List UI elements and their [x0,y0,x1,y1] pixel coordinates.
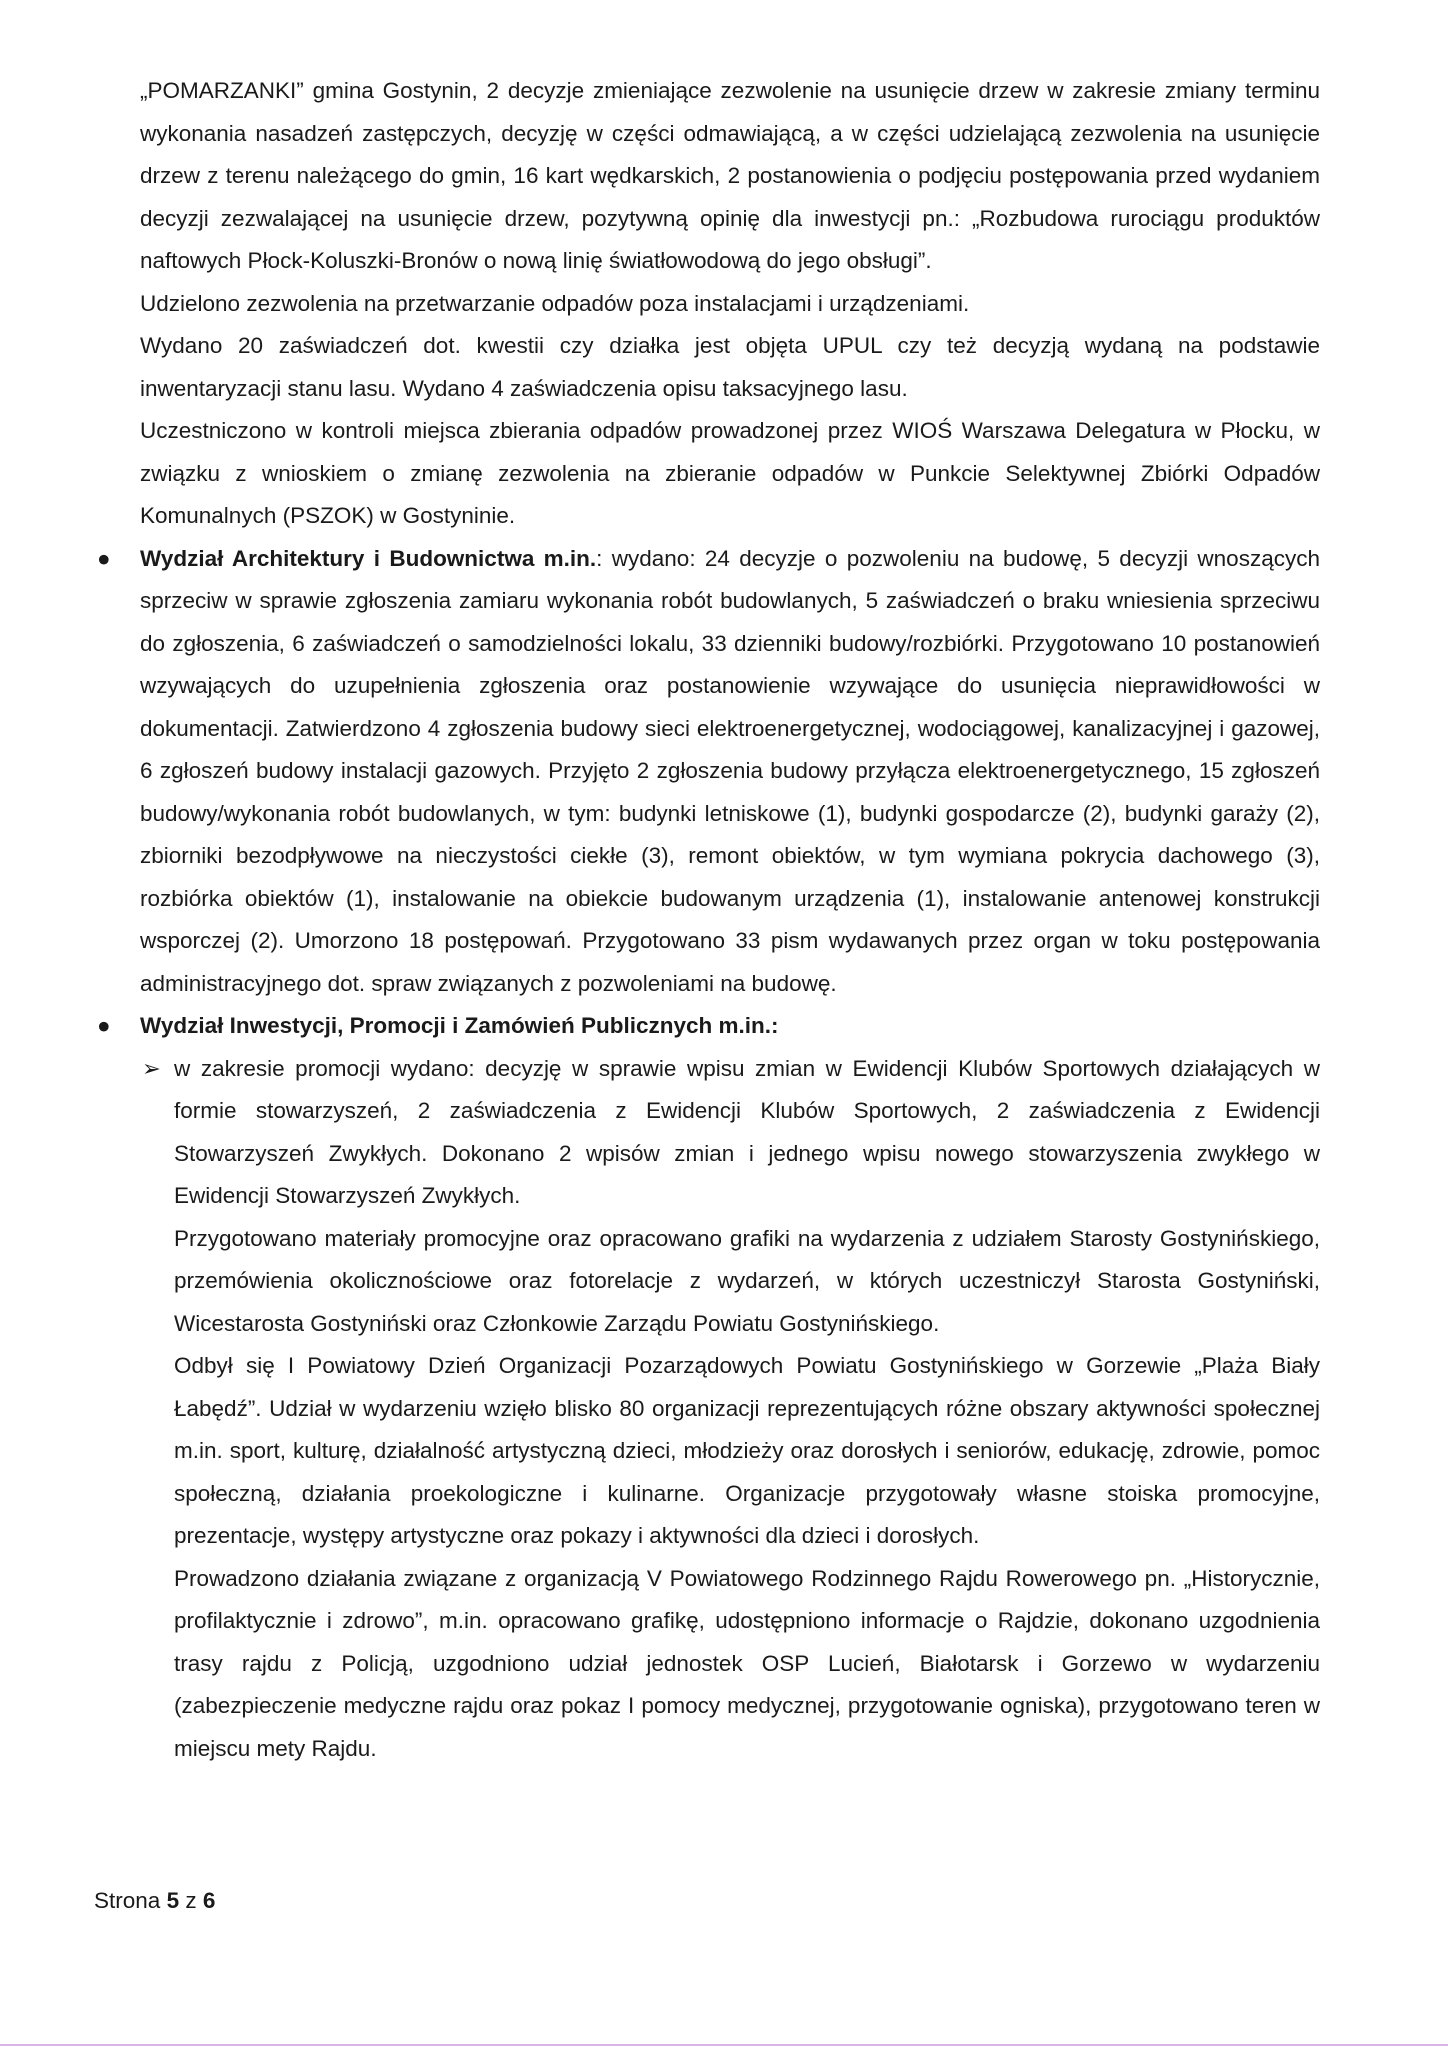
intro-paragraph: Uczestniczono w kontroli miejsca zbierania odpadów prowadzonej przez WIOŚ Warszawa Delegatura w Płocku, w związku z wnioskiem o zmianę zezwolenia na zbieranie odpadów w Punkcie Selektywnej Zbiórki Odpadów Komunalnych (PSZOK) w Gostyninie. [140,418,1320,528]
architecture-heading: Wydział Architektury i Budownictwa m.in. [140,545,597,571]
arrow-bullet-icon: ➢ [142,1055,161,1081]
bottom-edge-line [0,2044,1448,2046]
investment-section [97,1005,1320,1770]
investment-subsection [140,1048,1320,1771]
investment-heading: Wydział Inwestycji, Promocji i Zamówień Publicznych m.in.: [140,1013,779,1038]
page-footer [94,1886,215,1916]
bullet-icon: ● [97,545,111,571]
footer-page-number: 5 [166,1888,180,1913]
architecture-text: : wydano: 24 decyzje o pozwoleniu na budowę, 5 decyzji wnoszących sprzeciw w sprawie zgłoszenia zamiaru wykonania robót budowlanych, 5 zaświadczeń o braku wniesienia sprzeciwu do zgłoszenia, 6 zaświadczeń o samodzielności lokalu, 33 dzienniki budowy/rozbiórki. Przygotowano 10 postanowień wzywających do uzupełnienia zgłoszenia oraz postanowienie wzywające do usunięcia nieprawidłowości w dokumentacji. Zatwierdzono 4 zgłoszenia budowy sieci elektroenergetycznej, wodociągowej, kanalizacyjnej i gazowej, 6 zgłoszeń budowy instalacji gazowych. Przyjęto 2 zgłoszenia budowy przyłącza elektroenergetycznego, 15 zgłoszeń budowy/wykonania robót budowlanych, w tym: budynki letniskowe (1), budynki gospodarcze (2), budynki garaży (2), zbiorniki bezodpływowe na nieczystości ciekłe (3), remont obiektów, w tym wymiana pokrycia dachowego (3), rozbiórka obiektów (1), instalowanie na obiekcie budowanym urządzenia (1), instalowanie antenowej konstrukcji wsporczej (2). Umorzono 18 postępowań. Przygotowano 33 pism wydawanych przez organ w toku postępowania administracyjnego dot. spraw związanych z pozwoleniami na budowę. [140,545,1320,996]
intro-paragraph: „POMARZANKI” gmina Gostynin, 2 decyzje zmieniające zezwolenie na usunięcie drzew w zakresie zmiany terminu wykonania nasadzeń zastępczych, decyzję w części odmawiającą, a w części udzielającą zezwolenia na usunięcie drzew z terenu należącego do gmin, 16 kart wędkarskich, 2 postanowienia o podjęciu postępowania przed wydaniem decyzji zezwalającej na usunięcie drzew, pozytywną opinię dla inwestycji pn.: „Rozbudowa rurociągu produktów naftowych Płock-Koluszki-Bronów o nową linię światłowodową do jego obsługi”. [140,78,1320,273]
investment-paragraph: Prowadzono działania związane z organizacją V Powiatowego Rodzinnego Rajdu Rowerowego pn. „Historycznie, profilaktycznie i zdrowo”, m.in. opracowano grafikę, udostępniono informacje o Rajdzie, dokonano uzgodnienia trasy rajdu z Policją, uzgodniono udział jednostek OSP Lucień, Białotarsk i Gorzewo w wydarzeniu (zabezpieczenie medyczne rajdu oraz pokaz I pomocy medycznej, przygotowanie ogniska), przygotowano teren w miejscu mety Rajdu. [174,1565,1320,1761]
footer-separator: z [185,1888,197,1913]
document-page [97,70,1320,1770]
footer-page-total: 6 [202,1888,216,1913]
architecture-paragraph [140,538,1320,1006]
bullet-icon: ● [97,1013,111,1038]
intro-section [140,70,1320,538]
architecture-section [97,538,1320,1006]
intro-paragraph: Wydano 20 zaświadczeń dot. kwestii czy działka jest objęta UPUL czy też decyzją wydaną na podstawie inwentaryzacji stanu lasu. Wydano 4 zaświadczenia opisu taksacyjnego lasu. [140,333,1320,401]
investment-paragraph: Odbył się I Powiatowy Dzień Organizacji Pozarządowych Powiatu Gostynińskiego w Gorzewie „Plaża Biały Łabędź”. Udział w wydarzeniu wzięło blisko 80 organizacji reprezentujących różne obszary aktywności społecznej m.in. sport, kulturę, działalność artystyczną dzieci, młodzieży oraz dorosłych i seniorów, edukację, zdrowie, pomoc społeczną, działania proekologiczne i kulinarne. Organizacje przygotowały własne stoiska promocyjne, prezentacje, występy artystyczne oraz pokazy i aktywności dla dzieci i dorosłych. [174,1353,1320,1548]
intro-paragraph: Udzielono zezwolenia na przetwarzanie odpadów poza instalacjami i urządzeniami. [140,290,970,316]
investment-paragraph: Przygotowano materiały promocyjne oraz opracowano grafiki na wydarzenia z udziałem Starosty Gostynińskiego, przemówienia okolicznościowe oraz fotorelacje z wydarzeń, w których uczestniczył Starosta Gostyniński, Wicestarosta Gostyniński oraz Członkowie Zarządu Powiatu Gostynińskiego. [174,1225,1320,1336]
footer-prefix: Strona [94,1888,161,1913]
investment-paragraph: w zakresie promocji wydano: decyzję w sprawie wpisu zmian w Ewidencji Klubów Sportowych działających w formie stowarzyszeń, 2 zaświadczenia z Ewidencji Klubów Sportowych, 2 zaświadczenia z Ewidencji Stowarzyszeń Zwykłych. Dokonano 2 wpisów zmian i jednego wpisu nowego stowarzyszenia zwykłego w Ewidencji Stowarzyszeń Zwykłych. [174,1055,1320,1208]
